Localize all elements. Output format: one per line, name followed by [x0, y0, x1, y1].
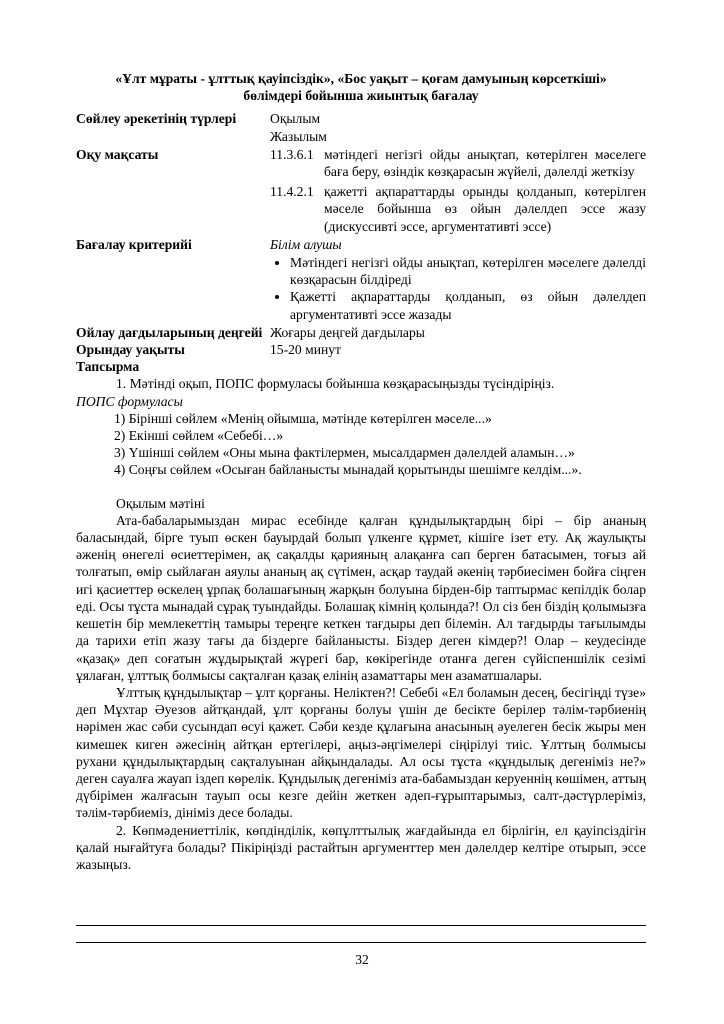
objectives-values	[270, 146, 646, 235]
criteria-label: Бағалау критерийі	[76, 236, 192, 252]
criteria-item: • Мәтіндегі негізгі ойды анықтап, көтерілген мәселеге дәлелді көзқарасын білдіреді	[290, 254, 646, 288]
document-page	[76, 70, 646, 873]
objectives-row	[76, 146, 646, 235]
reading-paragraph: Ата-бабаларымыздан мирас есебінде қалған құндылықтардың бірі – бір ананың баласындай, бірге туып өскен бауырдай болып үлкенге құрмет, кішіге ізет ету. Ақ жаулықты әженің өнегелі өсиеттерімен, ақ сақалды қарияның алақанға сап берген батасымен, тоғыз ай толғатып, өмір сыйлаған аяулы ананың ақ сүтімен, асқар таудай әкенің тәрбиесімен бойға сіңген игі қасиеттер өскелең ұрпақ болашағының жарқын болуына бірден-бір таптырмас кепілдік болар еді. Осы тұста мынадай сұрақ туындайды. Болашақ кімнің қолында?! Ол сіз бен біздің қолымызға кешетін бір мемлекеттің тамыры тереңге кеткен тағдыры деп білемін. Ал тағдырды тағылымды да тарихи етіп жазу тағы да біздерге байланысты. Біздер деген кімдер?! Олар – кеудесінде «қазақ» деп соғатын жұдырықтай жүрегі бар, көкірегінде отанға деген сүйіспеншілік сезімі ұялаған, ұлттық болмысы сақталған қазақ елінің азаматтары мен азаматшалары.	[76, 512, 646, 683]
pops-step: 4) Соңғы сөйлем «Осыған байланысты мынадай қорытынды шешімге келдім...».	[114, 462, 582, 478]
document-title	[76, 70, 646, 104]
reading-paragraph: Ұлттық құндылықтар – ұлт қорғаны. Неліктен?! Себебі «Ел боламын десең, бесігіңді түзе» деп Мұхтар Әуезов айтқандай, ұлт қорғаны болуы үшін де бесікте берілер тәлім-тәрбиенің нәрімен жас сәби сусындап өсуі қажет. Сәби кезде құлағына анасының әуелеген бесік жыры мен кимешек киген әжесінің айтқан ертегілері, аңыз-әңгімелері сіңірілуі тиіс. Ұлттың болмысы рухани құндылықтардың сақталуынан айқындалады. Ал осы тұста «құндылық дегеніміз не?» деген сауалға жауап іздеп көрелік. Құндылық дегеніміз ата-бабамыздан керуеннің көшімен, аттың дүбірімен жалғасын тауып осы кезге дейін жеткен әдеп-ғұрыптарымыз, салт-дәстүрлеріміз, тәлім-тәрбиеміз, дініміз десе болады.	[76, 684, 646, 821]
speech-type-writing: Жазылым	[270, 128, 327, 144]
task-label: Тапсырма	[76, 359, 140, 375]
pops-step: 3) Үшінші сөйлем «Оны мына фактілермен, мысалдармен дәлелдей аламын…»	[114, 445, 575, 461]
objectives-label: Оқу мақсаты	[76, 146, 159, 162]
pops-step: 1) Бірінші сөйлем «Менің ойымша, мәтінде көтерілген мәселе...»	[114, 410, 492, 426]
page-number: 32	[355, 952, 369, 967]
criteria-intro: Білім алушы	[270, 236, 342, 252]
title-line-1: «Ұлт мұраты - ұлттық қауіпсіздік», «Бос уақыт – қоғам дамуының көрсеткіші»	[115, 71, 607, 86]
thinking-label: Ойлау дағдыларының деңгейі	[76, 324, 263, 340]
answer-line	[76, 925, 646, 926]
pops-formula-title: ПОПС формуласы	[76, 393, 183, 409]
objective-item	[270, 146, 646, 180]
objective-text: мәтіндегі негізгі ойды анықтап, көтерілген мәселеге баға беру, өзіндік көзқарасын жүйелі, дәлелді жеткізу	[324, 146, 646, 180]
criteria-values	[270, 236, 646, 323]
task-item-1: 1. Мәтінді оқып, ПОПС формуласы бойынша көзқарасыңызды түсіндіріңіз.	[116, 376, 555, 392]
thinking-row	[76, 324, 646, 341]
speech-type-reading: Оқылым	[270, 111, 321, 127]
objective-code: 11.3.6.1	[270, 146, 314, 162]
speech-types-row	[76, 110, 646, 144]
speech-types-label: Сөйлеу әрекетінің түрлері	[76, 111, 237, 127]
objective-item	[270, 183, 646, 235]
time-label: Орындау уақыты	[76, 342, 185, 358]
pops-steps	[76, 410, 646, 479]
speech-types-values	[270, 110, 646, 144]
reading-text-title: Оқылым мәтіні	[116, 495, 205, 511]
objective-text: қажетті ақпараттарды орынды қолданып, көтерілген мәселе бойынша өз ойын дәлелдеп эссе жазу (дискуссивті эссе, аргументативті эссе)	[324, 184, 646, 234]
criteria-list	[270, 254, 646, 323]
objective-code: 11.4.2.1	[270, 184, 314, 200]
thinking-value: Жоғары деңгей дағдылары	[270, 324, 425, 340]
time-value: 15-20 минут	[270, 342, 342, 358]
criteria-row	[76, 236, 646, 323]
criteria-item: • Қажетті ақпараттарды қолданып, өз ойын дәлелдеп аргументативті эссе жазады	[290, 288, 646, 322]
pops-step: 2) Екінші сөйлем «Себебі…»	[114, 428, 284, 444]
title-line-2: бөлімдері бойынша жиынтық бағалау	[243, 88, 479, 104]
time-row	[76, 341, 646, 358]
answer-line	[76, 942, 646, 943]
task-question-2: 2. Көпмәдениеттілік, көпдінділік, көпұлттылық жағдайында ел бірлігін, ел қауіпсіздігін қалай нығайтуға болады? Пікіріңізді растайтын аргументтер мен дәлелдер келтіре отырып, эссе жазыңыз.	[76, 822, 646, 872]
